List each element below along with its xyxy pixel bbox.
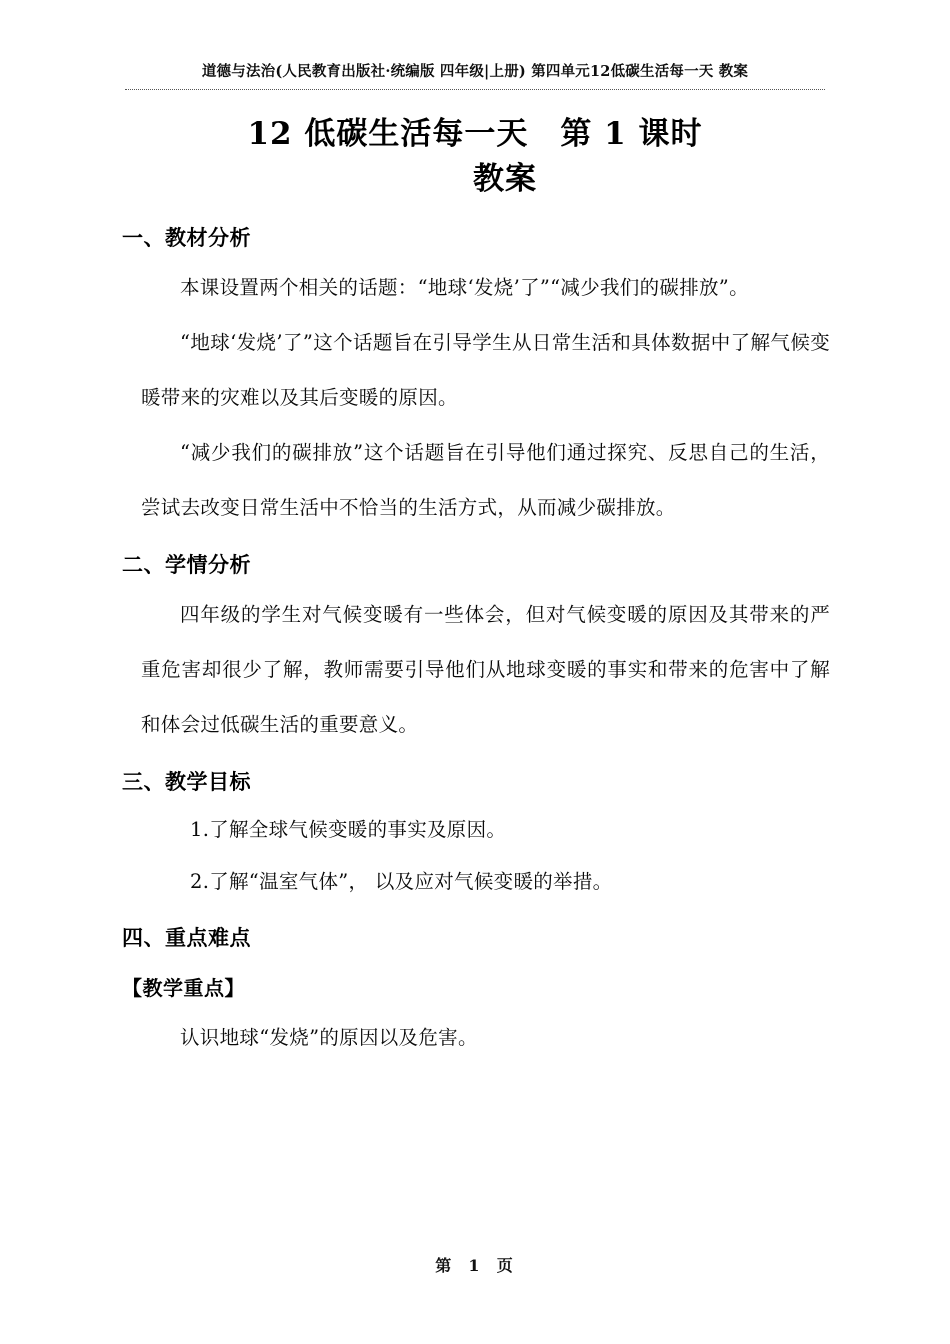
running-header-text: 道德与法治(人民教育出版社·统编版 四年级|上册) 第四单元12低碳生活每一天 教案 [201, 63, 749, 80]
page-number: 第 1 页 [435, 1256, 515, 1275]
document-body [0, 218, 950, 1065]
teaching-objective-item-2: 2.了解“温室气体”， 以及应对气候变暖的举措。 [190, 870, 613, 893]
spacer [0, 908, 950, 918]
teaching-key-point-body: 认识地球“发烧”的原因以及危害。 [180, 1026, 478, 1049]
title-line-primary: 12 低碳生活每一天 第 1 课时 [247, 116, 703, 152]
page-footer [0, 1253, 950, 1276]
teaching-objective-item-1: 1.了解全球气候变暖的事实及原因。 [190, 818, 507, 841]
spacer [0, 752, 950, 762]
running-header [125, 60, 825, 90]
document-title [0, 112, 950, 202]
subheading-teaching-key-point: 【教学重点】 [122, 976, 245, 1000]
section1-paragraph-2: “地球‘发烧’了”这个话题旨在引导学生从日常生活和具体数据中了解气候变暖带来的灾难以及其后变暖的原因。 [141, 331, 830, 409]
section-heading-teaching-objectives: 三、教学目标 [122, 769, 251, 794]
title-line-secondary: 教案 [473, 161, 537, 197]
section-heading-key-and-difficult-points: 四、重点难点 [122, 925, 251, 950]
section2-paragraph-1: 四年级的学生对气候变暖有一些体会，但对气候变暖的原因及其带来的严重危害却很少了解，教师需要引导他们从地球变暖的事实和带来的危害中了解和体会过低碳生活的重要意义。 [141, 603, 830, 736]
section1-paragraph-1: 本课设置两个相关的话题：“地球‘发烧’了”“减少我们的碳排放”。 [180, 276, 749, 299]
spacer [0, 535, 950, 545]
section-heading-teaching-material-analysis: 一、教材分析 [122, 225, 251, 250]
section-heading-student-situation-analysis: 二、学情分析 [122, 552, 251, 577]
section1-paragraph-3: “减少我们的碳排放”这个话题旨在引导他们通过探究、反思自己的生活，尝试去改变日常生活中不恰当的生活方式，从而减少碳排放。 [141, 441, 830, 519]
